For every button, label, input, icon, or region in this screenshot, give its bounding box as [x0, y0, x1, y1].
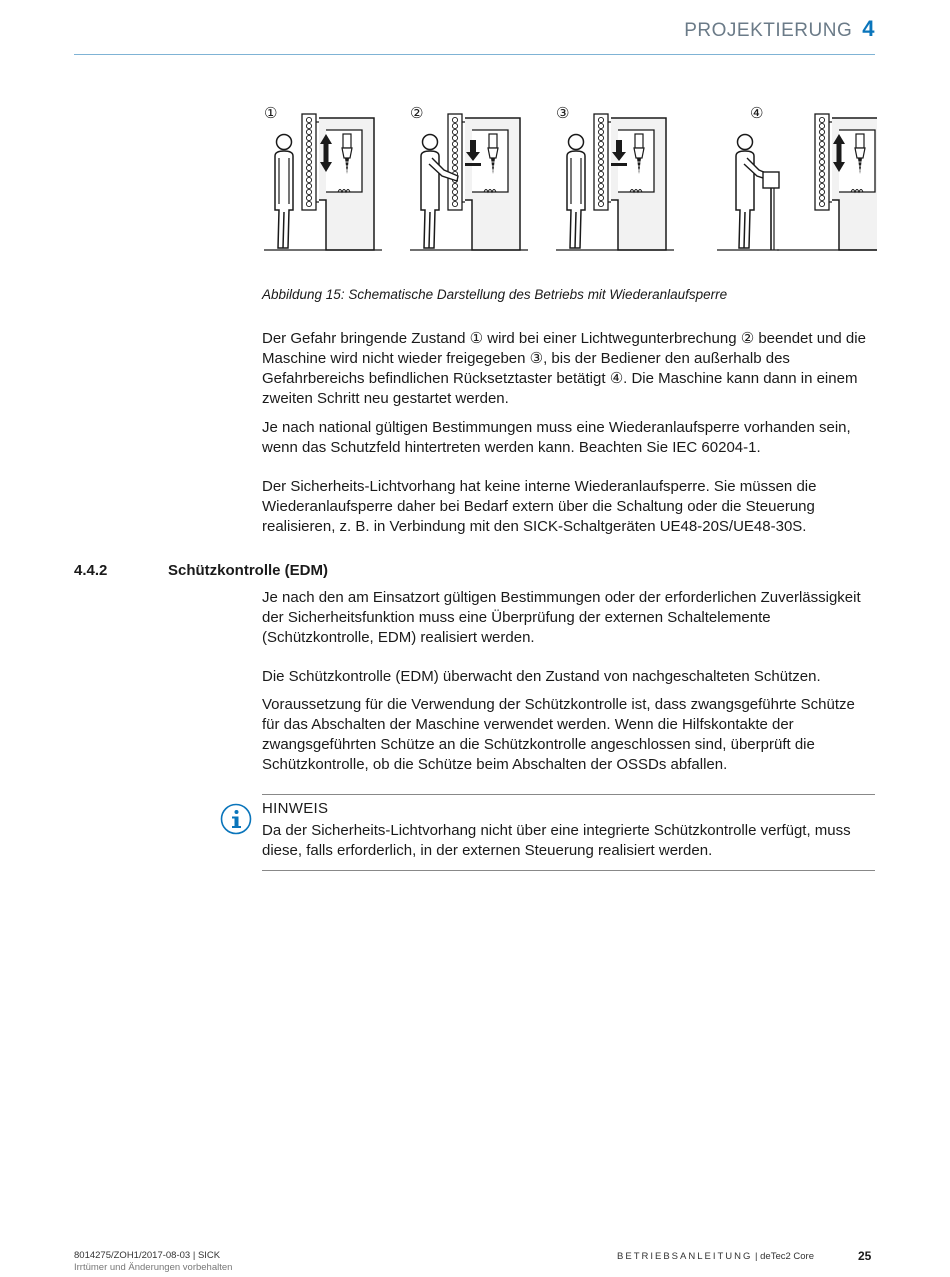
- note-divider-bottom: [262, 870, 875, 871]
- figure-caption: Abbildung 15: Schematische Darstellung des Betriebs mit Wiederanlaufsperre: [262, 287, 728, 302]
- paragraph-edm-requirement: Je nach den am Einsatzort gültigen Bestimmungen oder der erforderlichen Zuverlässigkeit der Sicherheitsfunktion muss eine Überprüfung der externen Schaltelemente (Schützkontrolle, EDM) realisiert werden.: [262, 589, 861, 646]
- note-text: Da der Sicherheits-Lichtvorhang nicht über eine integrierte Schützkontrolle verfügt, muss diese, falls erforderlich, in der externen Steuerung realisiert werden.: [262, 822, 851, 859]
- paragraph-edm-monitoring: Die Schützkontrolle (EDM) überwacht den Zustand von nachgeschalteten Schützen.: [262, 668, 821, 685]
- paragraph-edm-prerequisite: Voraussetzung für die Verwendung der Schützkontrolle ist, dass zwangsgeführte Schütze für das Abschalten der Maschine verwendet werden. Wenn die Hilfskontakte der zwangsgeführten Schütze an die Schützkontrolle angeschlossen sind, überprüft die Schützkontrolle, ob die Schütze beim Abschalten der OSSDs abfallen.: [262, 696, 855, 773]
- note-title: HINWEIS: [262, 800, 329, 817]
- footer-left: [74, 1250, 232, 1274]
- page-number: 25: [858, 1249, 872, 1263]
- info-icon: [220, 803, 252, 835]
- footer-disclaimer: Irrtümer und Änderungen vorbehalten: [74, 1262, 233, 1273]
- figure-label-3: ③: [556, 104, 570, 122]
- page-header: [74, 14, 875, 55]
- chapter-heading: [684, 16, 875, 42]
- figure-label-4: ④: [750, 104, 764, 122]
- footer-doc-type: BETRIEBSANLEITUNG: [617, 1251, 753, 1262]
- section-heading: [74, 562, 328, 579]
- paragraph-external-restart-interlock: Der Sicherheits-Lichtvorhang hat keine interne Wiederanlaufsperre. Sie müssen die Wiederanlaufsperre daher bei Bedarf extern über die Schaltung oder die Steuerung realisieren, z. B. in Verbindung mit den SICK-Schaltgeräten UE48-20S/UE48-30S.: [262, 478, 817, 535]
- footer-doc-id: 8014275/ZOH1/2017-08-03 | SICK: [74, 1250, 221, 1261]
- figure-label-1: ①: [264, 104, 278, 122]
- section-number: 4.4.2: [74, 562, 108, 579]
- section-title: Schützkontrolle (EDM): [168, 562, 328, 579]
- paragraph-restart-interlock-description: Der Gefahr bringende Zustand ① wird bei einer Lichtwegunterbrechung ② beendet und die Maschine wird nicht wieder freigegeben ③, bis der Bediener den außerhalb des Gefahrbereichs befindlichen Rücksetztaster betätigt ④. Die Maschine kann dann in einem zweiten Schritt neu gestartet werden.: [262, 330, 866, 407]
- note-divider-top: [262, 794, 875, 795]
- figure-label-2: ②: [410, 104, 424, 122]
- restart-interlock-figure: [262, 100, 877, 255]
- chapter-title: PROJEKTIERUNG: [684, 20, 853, 41]
- footer-right: [617, 1251, 814, 1262]
- paragraph-national-regulations: Je nach national gültigen Bestimmungen muss eine Wiederanlaufsperre vorhanden sein, wenn das Schutzfeld hintertreten werden kann. Beachten Sie IEC 60204-1.: [262, 419, 851, 456]
- chapter-number: 4: [862, 16, 875, 41]
- footer-product: | deTec2 Core: [755, 1251, 814, 1262]
